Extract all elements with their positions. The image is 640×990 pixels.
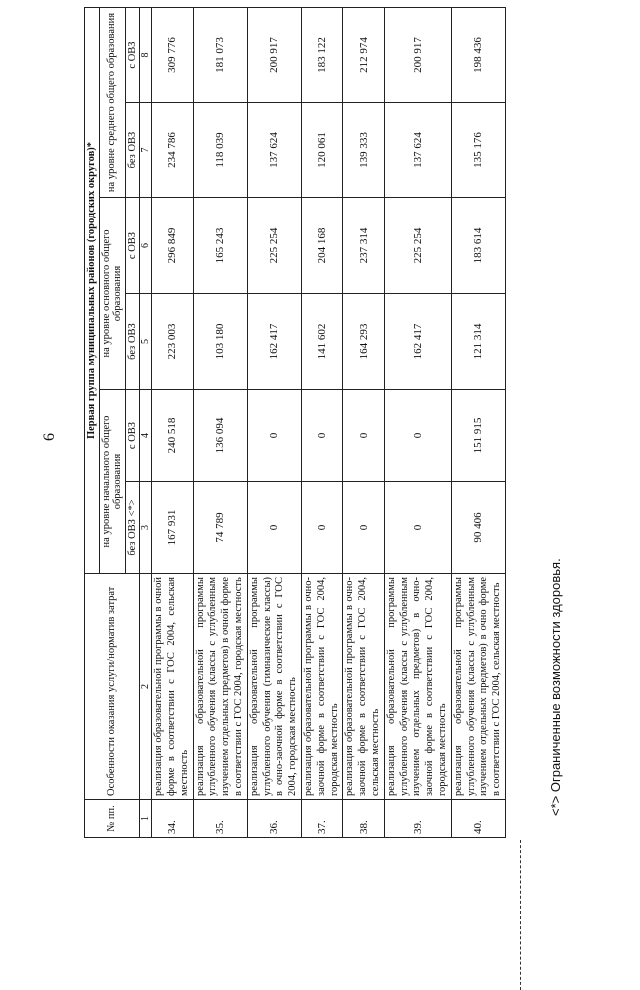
row-value: 223 003 bbox=[152, 294, 193, 390]
row-value: 0 bbox=[301, 390, 342, 482]
row-description: реализация образовательной программы углубленного обучения (классы с углубленным изучением отдельных предметов) в очной форме в соответствии с ГОС 2004, городская местность bbox=[193, 574, 247, 800]
row-value: 0 bbox=[343, 482, 384, 574]
row-number: 39. bbox=[384, 800, 451, 838]
table-row bbox=[247, 8, 301, 838]
row-value: 0 bbox=[301, 482, 342, 574]
table-row bbox=[152, 8, 193, 838]
row-value: 162 417 bbox=[247, 294, 301, 390]
row-value: 118 039 bbox=[193, 103, 247, 198]
index-cell: 8 bbox=[140, 8, 152, 103]
index-cell: 5 bbox=[140, 294, 152, 390]
header-with-ovz-basic: с ОВЗ bbox=[125, 198, 140, 294]
row-value: 164 293 bbox=[343, 294, 384, 390]
row-value: 204 168 bbox=[301, 198, 342, 294]
row-value: 136 094 bbox=[193, 390, 247, 482]
header-with-ovz-secondary: с ОВЗ bbox=[125, 8, 140, 103]
row-value: 183 614 bbox=[451, 198, 505, 294]
page-number: 6 bbox=[41, 433, 58, 441]
row-value: 200 917 bbox=[247, 8, 301, 103]
index-cell: 3 bbox=[140, 482, 152, 574]
header-level-primary: на уровне начального общего образования bbox=[99, 390, 125, 574]
row-value: 0 bbox=[247, 390, 301, 482]
footnote: <*> Ограниченные возможности здоровья. bbox=[548, 558, 563, 816]
table-row bbox=[451, 8, 505, 838]
row-description: реализация образовательной программы в очно-заочной форме в соответствии с ГОС 2004, сельская местность bbox=[343, 574, 384, 800]
row-value: 0 bbox=[384, 482, 451, 574]
row-value: 135 176 bbox=[451, 103, 505, 198]
row-value: 90 406 bbox=[451, 482, 505, 574]
header-level-basic: на уровне основного общего образования bbox=[99, 198, 125, 390]
header-without-ovz-basic: без ОВЗ bbox=[125, 294, 140, 390]
row-number: 38. bbox=[343, 800, 384, 838]
row-value: 0 bbox=[384, 390, 451, 482]
row-value: 120 061 bbox=[301, 103, 342, 198]
header-without-ovz-primary: без ОВЗ <*> bbox=[125, 482, 140, 574]
row-number: 34. bbox=[152, 800, 193, 838]
header-num: № пп. bbox=[85, 800, 140, 838]
row-value: 0 bbox=[247, 482, 301, 574]
header-without-ovz-secondary: без ОВЗ bbox=[125, 103, 140, 198]
rotated-table-container bbox=[84, 8, 534, 838]
row-value: 139 333 bbox=[343, 103, 384, 198]
row-number: 36. bbox=[247, 800, 301, 838]
row-description: реализация образовательной программы углубленного обучения (гимназические классы) в очно-заочной форме в соответствии с ГОС 2004, городская местность bbox=[247, 574, 301, 800]
row-description: реализация образовательной программы в очной форме в соответствии с ГОС 2004, сельская местность bbox=[152, 574, 193, 800]
header-level-secondary: на уровне среднего общего образования bbox=[99, 8, 125, 198]
row-value: 225 254 bbox=[247, 198, 301, 294]
header-description: Особенности оказания услуги/норматив затрат bbox=[85, 574, 140, 800]
index-cell: 2 bbox=[140, 574, 152, 800]
index-cell: 6 bbox=[140, 198, 152, 294]
row-value: 167 931 bbox=[152, 482, 193, 574]
row-number: 40. bbox=[451, 800, 505, 838]
row-value: 237 314 bbox=[343, 198, 384, 294]
row-value: 137 624 bbox=[247, 103, 301, 198]
row-value: 151 915 bbox=[451, 390, 505, 482]
index-cell: 7 bbox=[140, 103, 152, 198]
row-value: 165 243 bbox=[193, 198, 247, 294]
row-value: 296 849 bbox=[152, 198, 193, 294]
row-number: 37. bbox=[301, 800, 342, 838]
row-value: 234 786 bbox=[152, 103, 193, 198]
row-value: 240 518 bbox=[152, 390, 193, 482]
row-value: 103 180 bbox=[193, 294, 247, 390]
row-value: 181 073 bbox=[193, 8, 247, 103]
row-value: 162 417 bbox=[384, 294, 451, 390]
row-value: 225 254 bbox=[384, 198, 451, 294]
row-value: 309 776 bbox=[152, 8, 193, 103]
row-value: 0 bbox=[343, 390, 384, 482]
table-row bbox=[384, 8, 451, 838]
row-description: реализация образовательной программы в очно-заочной форме в соответствии с ГОС 2004, городская местность bbox=[301, 574, 342, 800]
table-body bbox=[152, 8, 506, 838]
row-value: 74 789 bbox=[193, 482, 247, 574]
table-row bbox=[193, 8, 247, 838]
index-cell: 1 bbox=[140, 800, 152, 838]
row-description: реализация образовательной программы углубленного обучения (классы с углубленным изучением отдельных предметов) в очно форме в соответствии с ГОС 2004, сельская местность bbox=[451, 574, 505, 800]
row-value: 200 917 bbox=[384, 8, 451, 103]
table-row bbox=[301, 8, 342, 838]
row-value: 183 122 bbox=[301, 8, 342, 103]
header-group: Первая группа муниципальных районов (городских округов)* bbox=[85, 8, 100, 574]
table-row bbox=[343, 8, 384, 838]
row-value: 121 314 bbox=[451, 294, 505, 390]
row-number: 35. bbox=[193, 800, 247, 838]
footnote-separator bbox=[520, 840, 521, 990]
header-with-ovz-primary: с ОВЗ bbox=[125, 390, 140, 482]
row-value: 141 602 bbox=[301, 294, 342, 390]
row-value: 137 624 bbox=[384, 103, 451, 198]
index-cell: 4 bbox=[140, 390, 152, 482]
cost-norms-table bbox=[84, 7, 506, 838]
row-description: реализация образовательной программы углубленного обучения (классы с углубленным изучением отдельных предметов) в очно-заочной форме в соответствии с ГОС 2004, городская местность bbox=[384, 574, 451, 800]
row-value: 212 974 bbox=[343, 8, 384, 103]
row-value: 198 436 bbox=[451, 8, 505, 103]
